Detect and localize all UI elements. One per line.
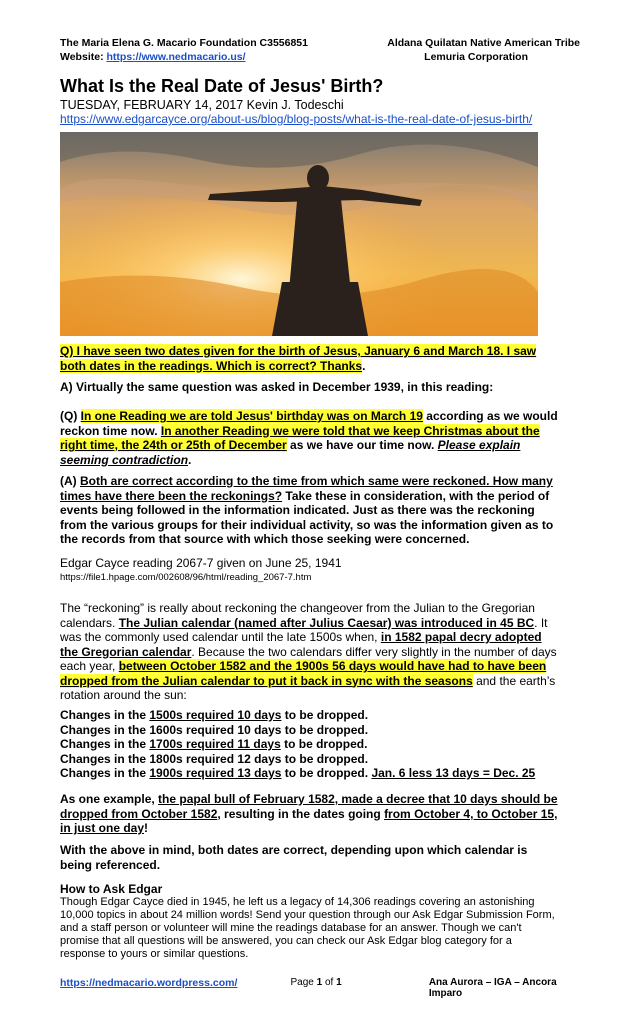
christ-statue-photo bbox=[60, 132, 538, 336]
ask-edgar-title: How to Ask Edgar bbox=[60, 882, 163, 896]
reading-question: (Q) In one Reading we are told Jesus' birthday was on March 19 according as we would reckon time now. In another Reading we were told that we keep Christmas about the right time, the 24th or 25th of December as we have our time now. Please explain seeming contradiction. bbox=[60, 409, 558, 467]
website-line: Website: https://www.nedmacario.us/ bbox=[60, 51, 246, 63]
changes-list bbox=[60, 708, 560, 781]
answer-intro: A) Virtually the same question was asked in December 1939, in this reading: bbox=[60, 380, 494, 394]
citation-url: https://file1.hpage.com/002608/96/html/reading_2067-7.htm bbox=[60, 571, 312, 583]
article-url-link[interactable]: https://www.edgarcayce.org/about-us/blog/blog-posts/what-is-the-real-date-of-jesus-birth/ bbox=[60, 112, 533, 126]
ask-edgar-section bbox=[60, 883, 560, 961]
page-number: Page 1 of 1 bbox=[290, 977, 342, 988]
footer-url-link[interactable]: https://nedmacario.wordpress.com/ bbox=[60, 977, 238, 989]
tribe-name: Aldana Quilatan Native American Tribe bbox=[387, 37, 580, 49]
reading-answer: (A) Both are correct according to the time from which same were reckoned. How many times have there been the reckonings? Take these in consideration, with the period of events being followed in the information indicated. Just as there was the reckoning from the various groups for their individual activity, so was the information given as to the records from that source with which those seeking were concerned. bbox=[60, 474, 554, 546]
website-link[interactable]: https://www.nedmacario.us/ bbox=[106, 51, 246, 63]
corporation-name: Lemuria Corporation bbox=[424, 51, 528, 63]
article-byline: TUESDAY, FEBRUARY 14, 2017 Kevin J. Todeschi bbox=[60, 98, 344, 112]
article-title: What Is the Real Date of Jesus' Birth? bbox=[60, 76, 384, 96]
foundation-name: The Maria Elena G. Macario Foundation C3556851 bbox=[60, 37, 308, 49]
conclusion-paragraph: With the above in mind, both dates are correct, depending upon which calendar is being referenced. bbox=[60, 843, 528, 872]
ask-edgar-text: Though Edgar Cayce died in 1945, he left us a legacy of 14,306 readings covering an astonishing 10,000 topics in about 24 million words! Send your question through our Ask Edgar Submission Form, and a staff person or volunteer will mine the readings database for an answer. Though we can't promise that all questions will be answered, you can check our Ask Edgar blog category for a response to yours or similar questions. bbox=[60, 896, 555, 960]
change-row: Changes in the 1900s required 13 days to be dropped. Jan. 6 less 13 days = Dec. 25 bbox=[60, 766, 536, 780]
christ-statue-image bbox=[60, 132, 538, 336]
question-paragraph: Q) I have seen two dates given for the birth of Jesus, January 6 and March 18. I saw both dates in the readings. Which is correct? Thanks. bbox=[60, 344, 537, 373]
footer-credit: Ana Aurora – IGA – Ancora Imparo bbox=[428, 977, 557, 999]
reckoning-paragraph: The “reckoning” is really about reckoning the changeover from the Julian to the Gregorian calendars. The Julian calendar (named after Julius Caesar) was introduced in 45 BC. It was the commonly used calendar until the late 1500s when, in 1582 papal decry adopted the Gregorian calendar. Because the two calendars differ very slightly in the number of days each year, between October 1582 and the 1900s 56 days would have had to have been dropped from the Julian calendar to put it back in sync with the seasons and the earth’s rotation around the sun: bbox=[60, 601, 557, 702]
example-paragraph: As one example, the papal bull of February 1582, made a decree that 10 days should be dropped from October 1582, resulting in the dates going from October 4, to October 15, in just one day! bbox=[60, 792, 558, 835]
citation bbox=[60, 556, 560, 585]
citation-title: Edgar Cayce reading 2067-7 given on June 25, 1941 bbox=[60, 556, 342, 570]
change-row: Changes in the 1600s required 10 days to be dropped. bbox=[60, 722, 369, 737]
question-text: Q) I have seen two dates given for the birth of Jesus, January 6 and March 18. I saw both dates in the readings. Which is correct? Thanks bbox=[60, 344, 537, 373]
change-row: Changes in the 1800s required 12 days to be dropped. bbox=[60, 751, 369, 766]
change-row: Changes in the 1700s required 11 days to be dropped. bbox=[60, 737, 368, 751]
page-footer bbox=[60, 977, 580, 999]
letterhead bbox=[60, 36, 580, 64]
change-row: Changes in the 1500s required 10 days to be dropped. bbox=[60, 708, 369, 722]
